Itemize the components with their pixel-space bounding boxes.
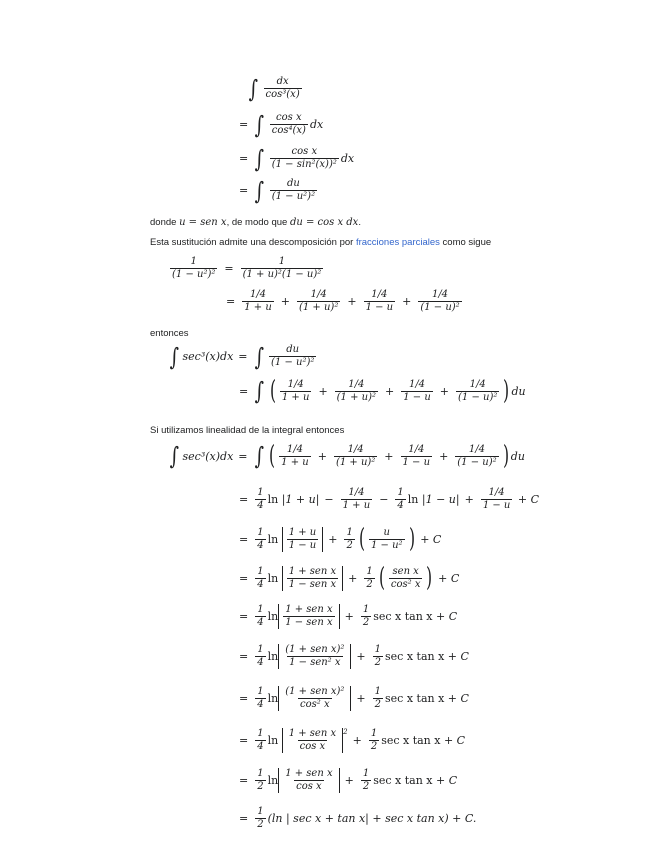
paragraph-linealidad: Si utilizamos linealidad de la integral entonces [150, 425, 345, 436]
integral-sign: ∫ [248, 74, 258, 103]
eq1-line3: = ∫ $\frac{\text{cos x}}{\text{(1 − sin²(x))²}}$ dx [239, 144, 355, 173]
link-fracciones-parciales[interactable]: fracciones parciales [355, 237, 440, 248]
differential: dx [309, 118, 324, 131]
fraction: $\frac{du}{\text{(1 − u²)²}}$ [271, 178, 316, 202]
integral-sign: ∫ [254, 110, 265, 139]
differential: dx [340, 152, 355, 165]
fraction: $\frac{dx}{\text{cos³(x)}}$ [265, 76, 300, 100]
eq4-line3: = $\frac{1}{4}$ ln $\frac{1 + u}{1 - u}$ + $\frac{1}{2}$ ( $\frac{u}{\text{1 − u²}}$ ) + C [239, 524, 442, 554]
fraction: $\frac{\text{cos x}}{\text{cos⁴(x)}}$ [271, 112, 306, 136]
eq4-line1: ∫ sec³(x)dx = ∫ ( $\frac{1/4}{1 + u}$ + $\frac{1/4}{\text{(1 + u)²}}$ + $\frac{1/4}{1 - u}$ + $\frac{1/4}{\text{(1 − u)²}}$ ) du [169, 441, 525, 471]
paragraph-sustitucion: Esta sustitución admite una descomposición por fracciones parciales como sigue [150, 237, 492, 248]
eq1-line2: = ∫ $\frac{\text{cos x}}{\text{cos⁴(x)}}$ dx [239, 110, 324, 139]
eq2-line2: = $\frac{1/4}{1 + u}$ + $\frac{1/4}{\text{(1 + u)²}}$ + $\frac{1/4}{1 - u}$ + $\frac{1/4}{\text{(1 − u)²}}$ [226, 289, 460, 313]
eq1-line1 [247, 76, 304, 101]
eq4-line5: = $\frac{1}{4}$ ln $\frac{\text{1 + sen x}}{\text{1 − sen x}}$ + $\frac{1}{2}$ sec x tan x + C [239, 604, 458, 628]
integral-sign: ∫ [254, 176, 265, 205]
eq4-line4: = $\frac{1}{4}$ ln $\frac{\text{1 + sen x}}{\text{1 − sen x}}$ + $\frac{1}{2}$ ( $\frac{\text{sen x}}{\text{cos² x}}$ ) + C [239, 563, 460, 593]
fraction: $\frac{\text{cos x}}{\text{(1 − sin²(x))²}}$ [271, 146, 337, 170]
eq4-line2: = $\frac{1}{4}$ ln |1 + u| − $\frac{1/4}{1 + u}$ − $\frac{1}{4}$ ln |1 − u| + $\frac{1/4}{1 - u}$ + C [239, 487, 540, 511]
paragraph-entonces: entonces [150, 328, 189, 339]
eq1-line4: = ∫ $\frac{du}{\text{(1 − u²)²}}$ [239, 176, 316, 205]
eq4-line6: = $\frac{1}{4}$ ln $\frac{\text{(1 + sen x)²}}{\text{1 − sen² x}}$ + $\frac{1}{2}$ sec x tan x + C [239, 644, 469, 668]
eq4-line10: = $\frac{1}{2}$ (ln | sec x + tan x| + sec x tan x) + C. [239, 806, 477, 830]
integral-sign: ∫ [254, 144, 265, 173]
eq4-line7: = $\frac{1}{4}$ ln $\frac{\text{(1 + sen x)²}}{\text{cos² x}}$ + $\frac{1}{2}$ sec x tan x + C [239, 686, 469, 710]
eq3-line1: ∫ sec³(x)dx = ∫ $\frac{du}{\text{(1 − u²)²}}$ [169, 342, 315, 371]
eq2-line1: $\frac{1}{\text{(1 − u²)²}}$ = $\frac{1}{\text{(1 + u)²(1 − u)²}}$ [172, 256, 322, 280]
eq3-line2: = ∫ ( $\frac{1/4}{1 + u}$ + $\frac{1/4}{\text{(1 + u)²}}$ + $\frac{1/4}{1 - u}$ + $\frac{1/4}{\text{(1 − u)²}}$ ) du [239, 376, 526, 406]
eq4-line9: = $\frac{1}{2}$ ln $\frac{\text{1 + sen x}}{\text{cos x}}$ + $\frac{1}{2}$ sec x tan x + C [239, 768, 458, 792]
eq4-line8: = $\frac{1}{4}$ ln $\frac{\text{1 + sen x}}{\text{cos x}}$ $^2$ + $\frac{1}{2}$ sec x tan x + C [239, 728, 466, 752]
paragraph-donde: donde u = sen x, de modo que du = cos x dx. [150, 217, 361, 228]
